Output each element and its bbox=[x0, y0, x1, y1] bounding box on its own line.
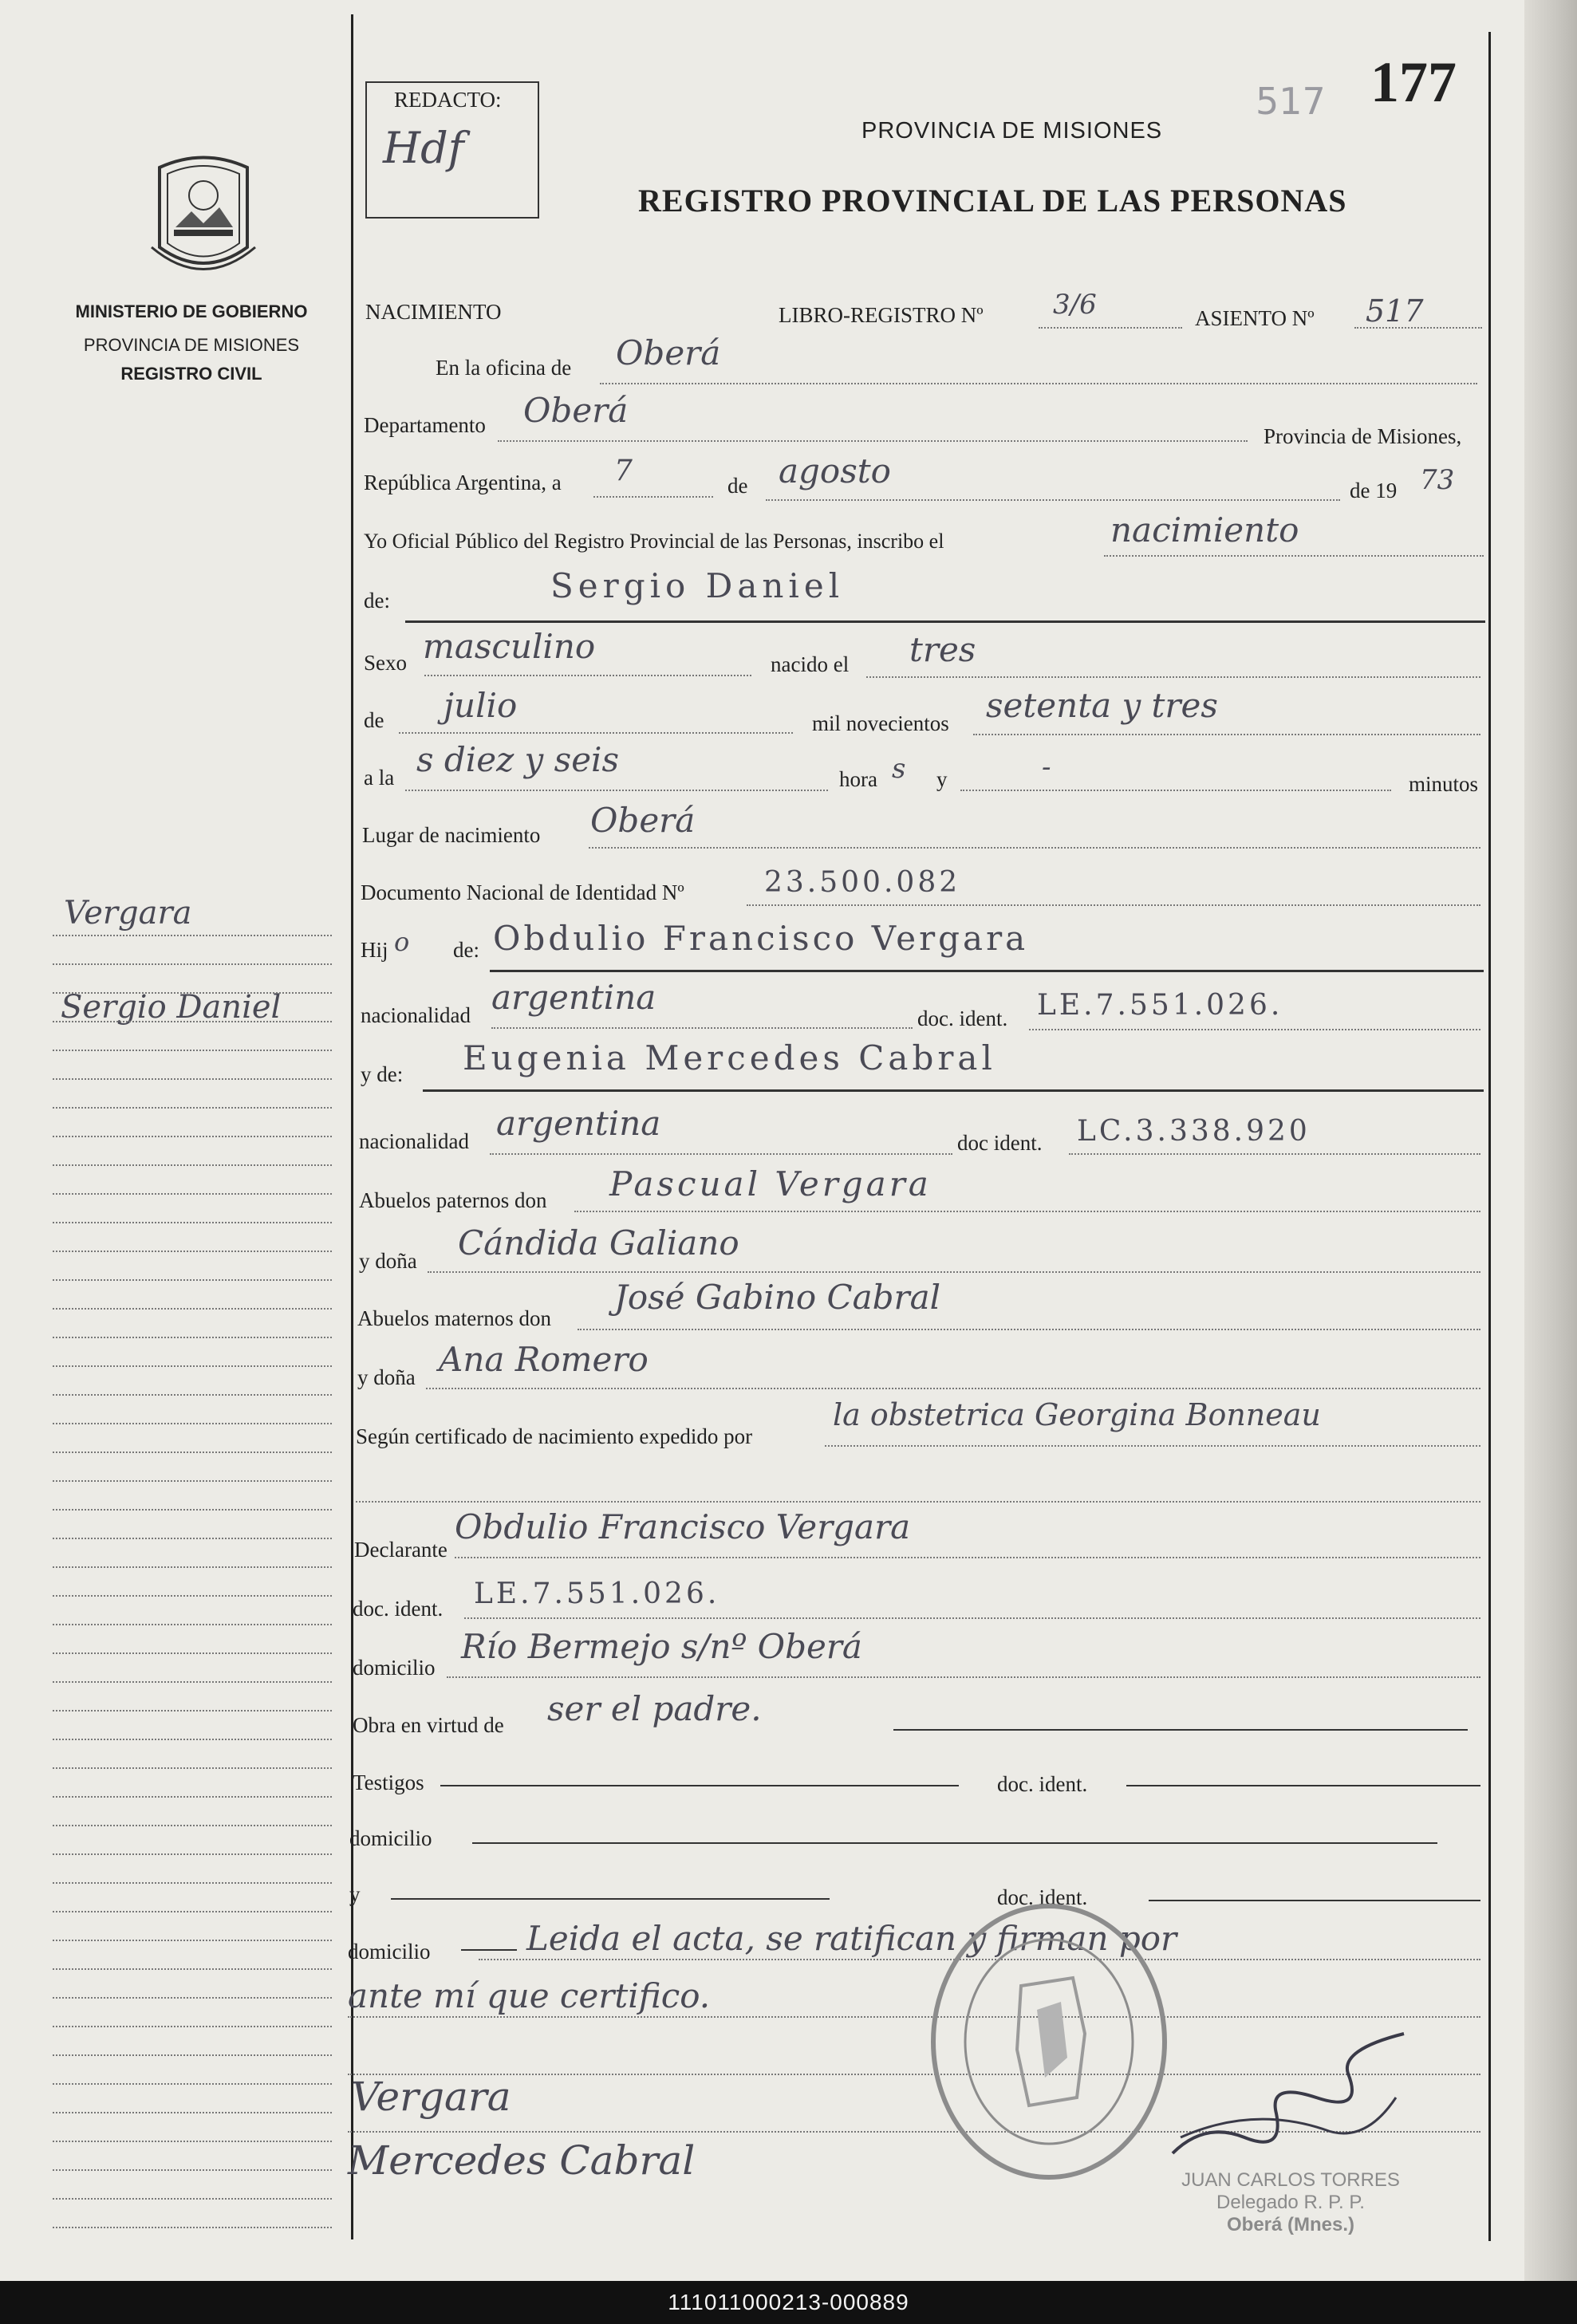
margin-dotted-line bbox=[53, 963, 332, 965]
margin-dotted-line bbox=[53, 1710, 332, 1711]
minutes-line bbox=[960, 790, 1391, 791]
margin-dotted-line bbox=[53, 1509, 332, 1511]
witness1-domicile-line bbox=[472, 1842, 1437, 1844]
hours-label: hora bbox=[839, 767, 877, 791]
book-line bbox=[1039, 327, 1182, 329]
margin-dotted-line bbox=[53, 1107, 332, 1109]
acting-label: Obra en virtud de bbox=[353, 1713, 504, 1737]
margin-dotted-line bbox=[53, 1222, 332, 1223]
closing-line-1: Leida el acta, se ratifican y firman por bbox=[526, 1919, 1177, 1958]
maternal-grandfather: José Gabino Cabral bbox=[614, 1278, 941, 1317]
witness2-domicile-dash bbox=[461, 1949, 517, 1951]
mother-line bbox=[423, 1089, 1484, 1092]
child-name-line bbox=[405, 620, 1485, 623]
official-name-block bbox=[1155, 2169, 1426, 2236]
father-doc-label: doc. ident. bbox=[917, 1006, 1008, 1030]
margin-dotted-line bbox=[53, 1739, 332, 1740]
official-stamp-icon bbox=[925, 1898, 1173, 2185]
mother-nationality-label: nacionalidad bbox=[359, 1129, 469, 1153]
official-line bbox=[1104, 555, 1484, 557]
paternal-grandmother: Cándida Galiano bbox=[458, 1223, 739, 1262]
sex-line bbox=[424, 675, 751, 676]
margin-dotted-line bbox=[53, 1968, 332, 1970]
closing-line-2: ante mí que certifico. bbox=[348, 1976, 711, 2015]
paternal-grandmother-label: y doña bbox=[359, 1249, 417, 1273]
margin-dotted-line bbox=[53, 2198, 332, 2200]
office-line bbox=[600, 383, 1477, 384]
witness1-doc-label: doc. ident. bbox=[997, 1772, 1088, 1796]
ministry-emblem-icon bbox=[144, 152, 263, 279]
declarant-line bbox=[455, 1557, 1480, 1558]
dni-label: Documento Nacional de Identidad Nº bbox=[361, 880, 684, 904]
domicile-line bbox=[447, 1676, 1480, 1678]
declarant-doc-label: doc. ident. bbox=[353, 1597, 444, 1621]
minutes-label: minutos bbox=[1409, 772, 1479, 796]
month-line bbox=[766, 499, 1340, 501]
mother-name: Eugenia Mercedes Cabral bbox=[463, 1038, 996, 1077]
margin-dotted-line bbox=[53, 1997, 332, 1999]
department-line bbox=[498, 440, 1248, 442]
margin-dotted-line bbox=[53, 1021, 332, 1022]
official-title: Delegado R. P. P. bbox=[1216, 2192, 1365, 2213]
official-signature-icon bbox=[1157, 2026, 1420, 2169]
redacto-label: REDACTO: bbox=[394, 88, 502, 112]
maternal-grandparents-label: Abuelos maternos don bbox=[357, 1306, 551, 1330]
entry-label: ASIENTO Nº bbox=[1195, 306, 1315, 330]
margin-dotted-line bbox=[53, 1136, 332, 1137]
margin-dotted-line bbox=[53, 1538, 332, 1539]
born-year-line bbox=[973, 734, 1480, 735]
month-value: agosto bbox=[779, 451, 891, 490]
mother-doc-line bbox=[1069, 1153, 1480, 1155]
redacto-box bbox=[365, 81, 539, 219]
margin-dotted-line bbox=[53, 1164, 332, 1166]
thousand-label: mil novecientos bbox=[812, 711, 949, 735]
page-title: REGISTRO PROVINCIAL DE LAS PERSONAS bbox=[638, 183, 1347, 219]
y-label: y bbox=[936, 767, 948, 791]
birthplace-value: Oberá bbox=[590, 801, 696, 840]
witness2-domicile-label: domicilio bbox=[348, 1940, 431, 1964]
father-line bbox=[490, 970, 1484, 972]
margin-dotted-line bbox=[53, 1337, 332, 1338]
ministry-line-2: PROVINCIA DE MISIONES bbox=[83, 335, 300, 355]
margin-dotted-line bbox=[53, 1452, 332, 1453]
born-day: tres bbox=[909, 630, 976, 669]
margin-dotted-line bbox=[53, 1193, 332, 1195]
margin-dotted-line bbox=[53, 1652, 332, 1654]
declarant-value: Obdulio Francisco Vergara bbox=[455, 1507, 911, 1546]
hour-line bbox=[405, 790, 828, 791]
margin-given-names: Sergio Daniel bbox=[61, 989, 282, 1026]
folio-number: 177 bbox=[1370, 50, 1457, 114]
birthplace-label: Lugar de nacimiento bbox=[362, 823, 541, 847]
margin-right-rule bbox=[1488, 32, 1491, 2241]
redacto-value: Hdf bbox=[383, 123, 464, 173]
margin-dotted-line bbox=[53, 1624, 332, 1625]
department-value: Oberá bbox=[523, 391, 629, 430]
margin-dotted-line bbox=[53, 2112, 332, 2113]
book-value: 3/6 bbox=[1053, 289, 1097, 321]
margin-dotted-line bbox=[53, 1882, 332, 1884]
margin-dotted-line bbox=[53, 2083, 332, 2085]
margin-dotted-line bbox=[53, 1365, 332, 1367]
ministry-line-3: REGISTRO CIVIL bbox=[120, 364, 262, 384]
dni-value: 23.500.082 bbox=[764, 866, 961, 899]
department-label: Departamento bbox=[364, 413, 486, 437]
maternal-grandmother-line bbox=[426, 1388, 1480, 1389]
certificate-value: la obstetrica Georgina Bonneau bbox=[833, 1397, 1321, 1432]
mother-nationality: argentina bbox=[496, 1104, 661, 1143]
born-day-line bbox=[866, 676, 1480, 678]
witness1-doc-line bbox=[1126, 1785, 1480, 1786]
margin-dotted-line bbox=[53, 2169, 332, 2171]
witness1-domicile-label: domicilio bbox=[349, 1826, 432, 1850]
day-line bbox=[593, 496, 713, 498]
paternal-grandmother-line bbox=[428, 1271, 1480, 1273]
month-de-label: de bbox=[727, 474, 748, 498]
margin-dotted-line bbox=[53, 1480, 332, 1482]
margin-dotted-line bbox=[53, 1279, 332, 1281]
margin-dotted-line bbox=[53, 1796, 332, 1798]
year-value: 73 bbox=[1420, 464, 1455, 496]
margin-dotted-line bbox=[53, 1681, 332, 1683]
margin-dotted-line bbox=[53, 1566, 332, 1568]
witnesses-label: Testigos bbox=[353, 1771, 424, 1794]
paternal-grandfather-line bbox=[574, 1211, 1480, 1212]
birthplace-line bbox=[589, 847, 1480, 849]
declarant-label: Declarante bbox=[354, 1538, 447, 1562]
witness1-line bbox=[440, 1785, 959, 1786]
witness2-y-label: y bbox=[349, 1882, 361, 1906]
witness2-line bbox=[391, 1898, 830, 1900]
hour-value: s diez y seis bbox=[416, 740, 620, 779]
margin-dotted-line bbox=[53, 1050, 332, 1051]
declarant-doc-line bbox=[464, 1617, 1480, 1619]
archive-id-strip bbox=[0, 2281, 1577, 2324]
witness2-doc-label: doc. ident. bbox=[997, 1885, 1088, 1909]
margin-surname: Vergara bbox=[64, 895, 192, 932]
margin-dotted-line bbox=[53, 1078, 332, 1080]
folio-pencil: 517 bbox=[1256, 80, 1326, 123]
signature-2: Mercedes Cabral bbox=[348, 2137, 696, 2184]
mother-nationality-line bbox=[490, 1153, 952, 1155]
margin-dotted-line bbox=[53, 2026, 332, 2027]
born-year: setenta y tres bbox=[986, 686, 1218, 725]
closing-line-2-rule bbox=[348, 2016, 1480, 2018]
father-nationality: argentina bbox=[491, 978, 656, 1017]
domicile-value: Río Bermejo s/nº Oberá bbox=[461, 1627, 862, 1666]
witness2-doc-line bbox=[1149, 1900, 1480, 1901]
minutes-value: - bbox=[1042, 751, 1051, 783]
official-text: Yo Oficial Público del Registro Provincial de las Personas, inscribo el bbox=[364, 530, 944, 553]
office-label: En la oficina de bbox=[436, 356, 572, 380]
certificate-label: Según certificado de nacimiento expedido por bbox=[356, 1424, 753, 1448]
header-province: PROVINCIA DE MISIONES bbox=[861, 118, 1163, 144]
year-label: de 19 bbox=[1350, 479, 1398, 502]
margin-dotted-line bbox=[53, 1251, 332, 1252]
born-label: nacido el bbox=[771, 652, 850, 676]
margin-dotted-line bbox=[53, 1940, 332, 1941]
margin-dotted-line bbox=[53, 1853, 332, 1855]
margin-dotted-line bbox=[53, 1825, 332, 1826]
sex-value: masculino bbox=[423, 627, 596, 666]
day-value: 7 bbox=[614, 455, 633, 487]
born-month: julio bbox=[444, 686, 518, 725]
father-doc: LE.7.551.026. bbox=[1037, 989, 1283, 1022]
paternal-grandparents-label: Abuelos paternos don bbox=[359, 1188, 547, 1212]
hours-suffix: s bbox=[892, 753, 906, 785]
maternal-grandfather-line bbox=[578, 1329, 1480, 1330]
book-label: LIBRO-REGISTRO Nº bbox=[779, 303, 984, 327]
official-name: JUAN CARLOS TORRES bbox=[1181, 2169, 1400, 2191]
at-label: a la bbox=[364, 766, 395, 790]
acting-dash-line bbox=[893, 1729, 1468, 1731]
sex-label: Sexo bbox=[364, 651, 407, 675]
official-value: nacimiento bbox=[1110, 510, 1299, 549]
signature-1: Vergara bbox=[351, 2074, 511, 2120]
mother-doc: LC.3.338.920 bbox=[1077, 1115, 1311, 1148]
margin-dotted-line bbox=[53, 1595, 332, 1597]
certificate-line bbox=[825, 1445, 1480, 1447]
margin-dotted-line bbox=[53, 1911, 332, 1912]
father-nationality-label: nacionalidad bbox=[361, 1003, 471, 1027]
child-de-label: de: bbox=[364, 589, 390, 613]
paternal-grandfather: Pascual Vergara bbox=[609, 1164, 932, 1203]
born-month-line bbox=[399, 732, 793, 734]
record-type: NACIMIENTO bbox=[365, 300, 502, 324]
province-suffix: Provincia de Misiones, bbox=[1264, 424, 1462, 448]
child-of-label: Hij bbox=[361, 938, 388, 962]
ministry-line-1: MINISTERIO DE GOBIERNO bbox=[75, 301, 308, 321]
child-name: Sergio Daniel bbox=[550, 566, 845, 605]
declarant-doc: LE.7.551.026. bbox=[474, 1578, 720, 1610]
margin-dotted-line bbox=[53, 2141, 332, 2142]
dni-line bbox=[747, 904, 1480, 906]
margin-dotted-line bbox=[53, 1394, 332, 1396]
father-doc-line bbox=[1029, 1029, 1480, 1030]
archive-id: 111011000213-000889 bbox=[668, 2290, 909, 2314]
margin-dotted-line bbox=[53, 935, 332, 936]
margin-dotted-line bbox=[53, 2054, 332, 2056]
margin-dotted-line bbox=[53, 1423, 332, 1424]
mother-doc-label: doc ident. bbox=[957, 1131, 1043, 1155]
maternal-grandmother: Ana Romero bbox=[439, 1340, 649, 1379]
certificate-line-2 bbox=[356, 1501, 1480, 1503]
child-of-suffix: o bbox=[394, 927, 410, 957]
father-nationality-line bbox=[491, 1027, 913, 1029]
maternal-grandmother-label: y doña bbox=[357, 1365, 416, 1389]
official-place: Oberá (Mnes.) bbox=[1226, 2214, 1355, 2235]
margin-dotted-line bbox=[53, 992, 332, 994]
office-value: Oberá bbox=[616, 333, 721, 372]
mother-de-label: y de: bbox=[361, 1062, 404, 1086]
margin-dotted-line bbox=[53, 2227, 332, 2228]
entry-value: 517 bbox=[1366, 293, 1424, 329]
domicile-label: domicilio bbox=[353, 1656, 436, 1680]
child-of-de: de: bbox=[453, 938, 479, 962]
father-name: Obdulio Francisco Vergara bbox=[493, 919, 1029, 958]
page-binding bbox=[1524, 0, 1577, 2281]
republic-label: República Argentina, a bbox=[364, 471, 562, 494]
margin-dotted-line bbox=[53, 1308, 332, 1310]
margin-dotted-line bbox=[53, 1767, 332, 1769]
acting-value: ser el padre. bbox=[547, 1689, 762, 1728]
born-de-label: de bbox=[364, 708, 384, 732]
